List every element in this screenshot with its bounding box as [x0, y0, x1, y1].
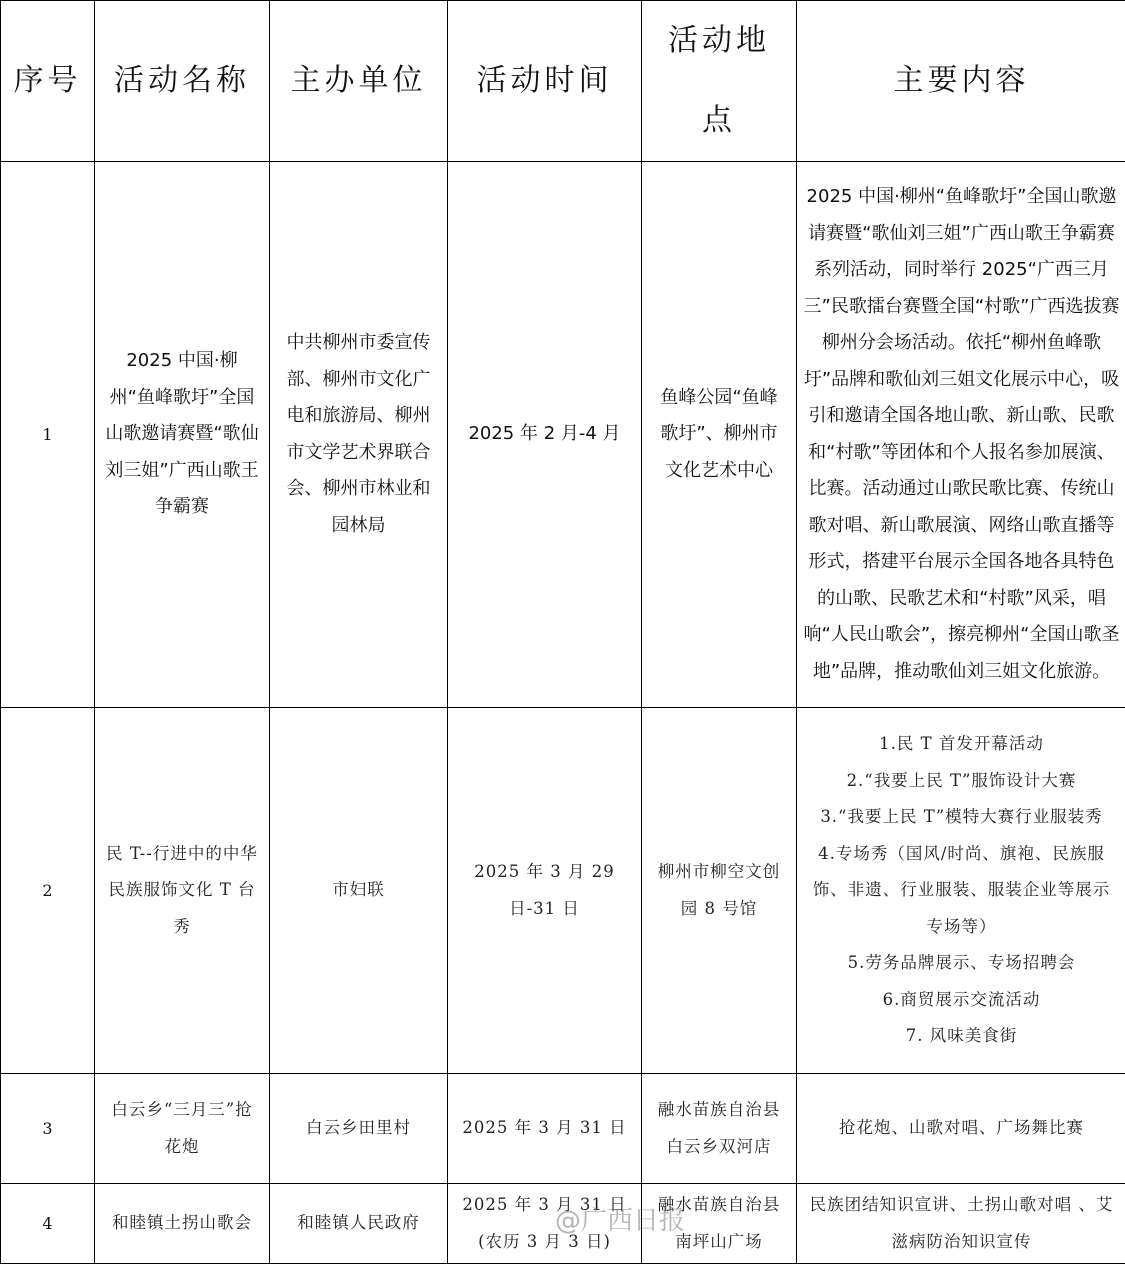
- row-activity-name: 和睦镇土拐山歌会: [95, 1184, 270, 1264]
- header-place-line-1: 活动地: [652, 1, 786, 81]
- table-row: [1, 162, 1125, 708]
- row-activity-name: 白云乡“三月三”抢花炮: [95, 1074, 270, 1184]
- row-main-content: 民族团结知识宣讲、土拐山歌对唱 、艾滋病防治知识宣传: [797, 1184, 1125, 1264]
- row-activity-time: 2025 年 3 月 31 日: [448, 1074, 642, 1184]
- list-item: 7. 风味美食街: [807, 1018, 1116, 1055]
- row-organizer: 和睦镇人民政府: [270, 1184, 448, 1264]
- row-serial: 3: [1, 1074, 95, 1184]
- row-serial: 4: [1, 1184, 95, 1264]
- table-header-row: [1, 1, 1125, 162]
- row-activity-name: 民 T--行进中的中华民族服饰文化 T 台秀: [95, 708, 270, 1074]
- row-activity-place: 融水苗族自治县南坪山广场: [642, 1184, 797, 1264]
- row-organizer: 中共柳州市委宣传部、柳州市文化广电和旅游局、柳州市文学艺术界联合会、柳州市林业和园林局: [270, 162, 448, 708]
- list-item: 2.“我要上民 T”服饰设计大赛: [807, 763, 1116, 800]
- row-activity-place: 柳州市柳空文创园 8 号馆: [642, 708, 797, 1074]
- row-activity-place: 鱼峰公园“鱼峰歌圩”、柳州市文化艺术中心: [642, 162, 797, 708]
- row-main-content: 2025 中国·柳州“鱼峰歌圩”全国山歌邀请赛暨“歌仙刘三姐”广西山歌王争霸赛系列活动，同时举行 2025“广西三月三”民歌擂台赛暨全国“村歌”广西选拔赛柳州分会场活动。依托“柳州鱼峰歌圩”品牌和歌仙刘三姐文化展示中心，吸引和邀请全国各地山歌、新山歌、民歌和“村歌”等团体和个人报名参加展演、比赛。活动通过山歌民歌比赛、传统山歌对唱、新山歌展演、网络山歌直播等形式，搭建平台展示全国各地各具特色的山歌、民歌艺术和“村歌”风采，唱响“人民山歌会”，擦亮柳州“全国山歌圣地”品牌，推动歌仙刘三姐文化旅游。: [797, 162, 1125, 708]
- table-row: [1, 1074, 1125, 1184]
- watermark: @广西日报: [555, 1200, 685, 1237]
- row-serial: 1: [1, 162, 95, 708]
- row-activity-time: 2025 年 2 月-4 月: [448, 162, 642, 708]
- row-organizer: 市妇联: [270, 708, 448, 1074]
- row-activity-place: 融水苗族自治县白云乡双河店: [642, 1074, 797, 1184]
- list-item: 6.商贸展示交流活动: [807, 982, 1116, 1019]
- header-activity-time: 活动时间: [448, 1, 642, 162]
- header-activity-name: 活动名称: [95, 1, 270, 162]
- header-activity-place: [642, 1, 797, 162]
- row-activity-time: 2025 年 3 月 31 日(农历 3 月 3 日): [448, 1184, 642, 1264]
- header-serial: 序号: [1, 1, 95, 162]
- list-item: 1.民 T 首发开幕活动: [807, 726, 1116, 763]
- row-main-content: 抢花炮、山歌对唱、广场舞比赛: [797, 1074, 1125, 1184]
- row-activity-time: 2025 年 3 月 29 日-31 日: [448, 708, 642, 1074]
- list-item: 5.劳务品牌展示、专场招聘会: [807, 945, 1116, 982]
- row-main-content-list: [797, 708, 1125, 1074]
- row-serial: 2: [1, 708, 95, 1074]
- header-main-content: 主要内容: [797, 1, 1125, 162]
- list-item: 4.专场秀（国风/时尚、旗袍、民族服饰、非遗、行业服装、服装企业等展示专场等）: [807, 836, 1116, 946]
- list-item: 3.“我要上民 T”模特大赛行业服装秀: [807, 799, 1116, 836]
- row-activity-name: 2025 中国·柳州“鱼峰歌圩”全国山歌邀请赛暨“歌仙刘三姐”广西山歌王争霸赛: [95, 162, 270, 708]
- header-organizer: 主办单位: [270, 1, 448, 162]
- header-place-line-2: 点: [652, 81, 786, 161]
- table-row: [1, 708, 1125, 1074]
- row-organizer: 白云乡田里村: [270, 1074, 448, 1184]
